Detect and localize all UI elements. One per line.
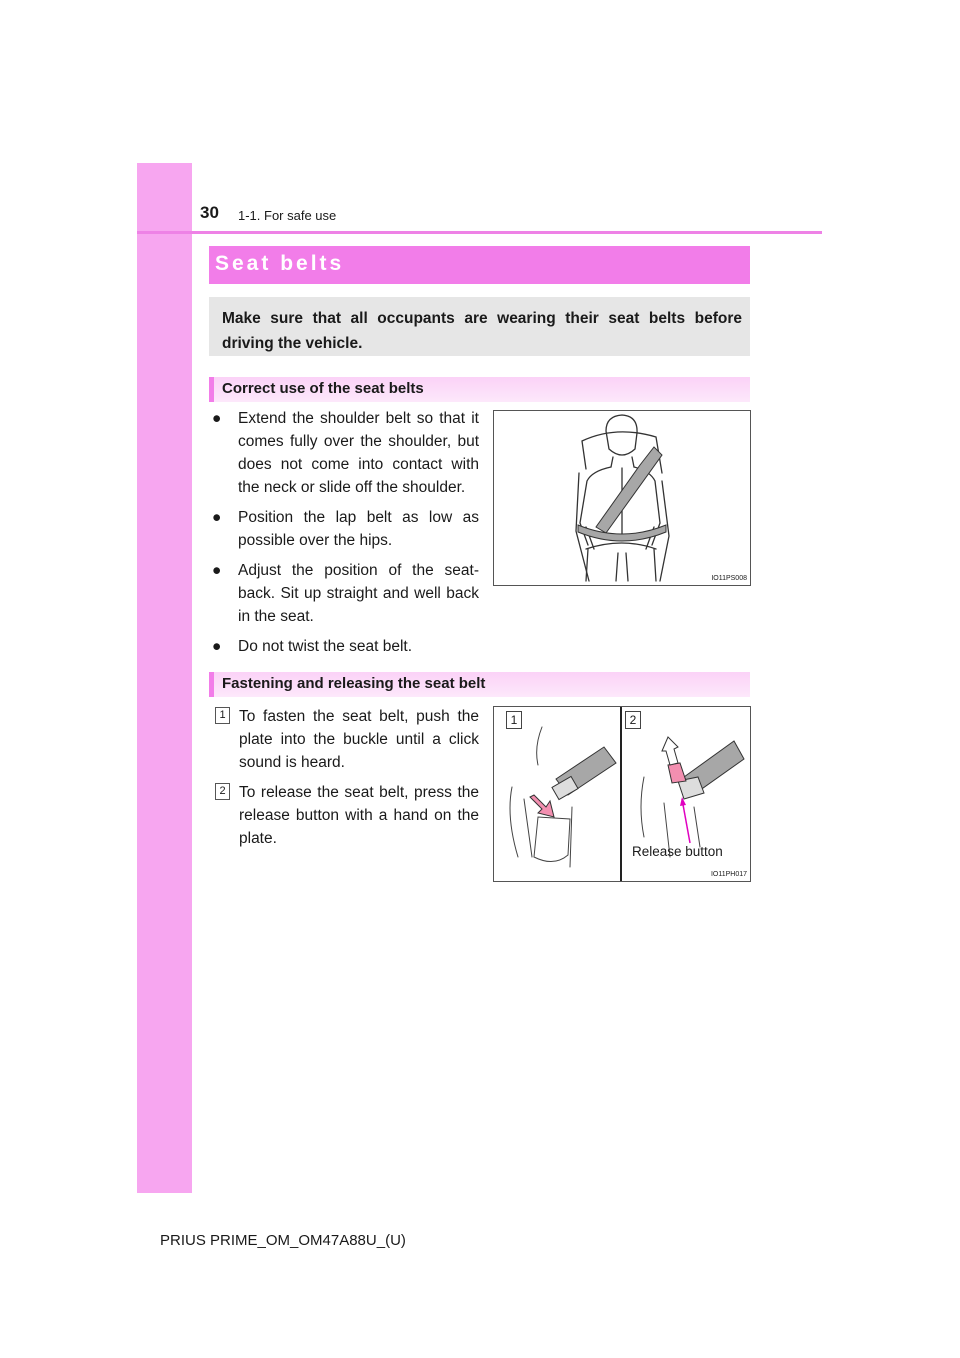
chapter-sidebar-tab xyxy=(137,163,192,1193)
buckle-illustration xyxy=(493,706,751,882)
bullet-icon: ● xyxy=(212,562,222,579)
section-breadcrumb: 1-1. For safe use xyxy=(238,208,337,223)
step-number: 1 xyxy=(215,707,230,724)
subheading-fastening: Fastening and releasing the seat belt xyxy=(222,675,486,692)
step-number: 2 xyxy=(215,783,230,800)
figure-code: IO11PS008 xyxy=(711,575,747,582)
step-item xyxy=(215,705,479,774)
step-text: To release the seat belt, press the release button with a hand on the plate. xyxy=(239,784,479,847)
bullet-icon: ● xyxy=(212,509,222,526)
list-item xyxy=(212,506,479,552)
list-item-text: Extend the shoulder belt so that it comes fully over the shoulder, but does not come into contact with the neck or slide off the shoulder. xyxy=(238,410,479,496)
header-rule xyxy=(137,231,822,234)
list-item xyxy=(212,635,479,658)
document-footer: PRIUS PRIME_OM_OM47A88U_(U) xyxy=(160,1232,406,1249)
figure-panel-number: 1 xyxy=(506,711,522,729)
list-item xyxy=(212,559,479,628)
list-item-text: Adjust the position of the seat-back. Sit up straight and well back in the seat. xyxy=(238,562,479,625)
correct-use-list xyxy=(212,407,479,665)
release-button-label: Release button xyxy=(632,844,723,859)
figure-code: IO11PH017 xyxy=(710,871,747,878)
intro-text: Make sure that all occupants are wearing their seat belts before driving the vehicle. xyxy=(222,310,742,352)
list-item-text: Do not twist the seat belt. xyxy=(238,638,413,655)
page-title: Seat belts xyxy=(215,252,345,275)
figure-panel-number: 2 xyxy=(625,711,641,729)
list-item-text: Position the lap belt as low as possible over the hips. xyxy=(238,509,479,549)
bullet-icon: ● xyxy=(212,638,222,655)
seated-occupant-illustration xyxy=(493,410,751,586)
page-number: 30 xyxy=(200,203,219,222)
fastening-steps xyxy=(215,705,479,857)
subheading-correct-use: Correct use of the seat belts xyxy=(222,380,424,397)
list-item xyxy=(212,407,479,499)
bullet-icon: ● xyxy=(212,410,222,427)
seated-person-icon xyxy=(494,411,750,585)
step-text: To fasten the seat belt, push the plate into the buckle until a click sound is heard. xyxy=(239,708,479,771)
step-item xyxy=(215,781,479,850)
